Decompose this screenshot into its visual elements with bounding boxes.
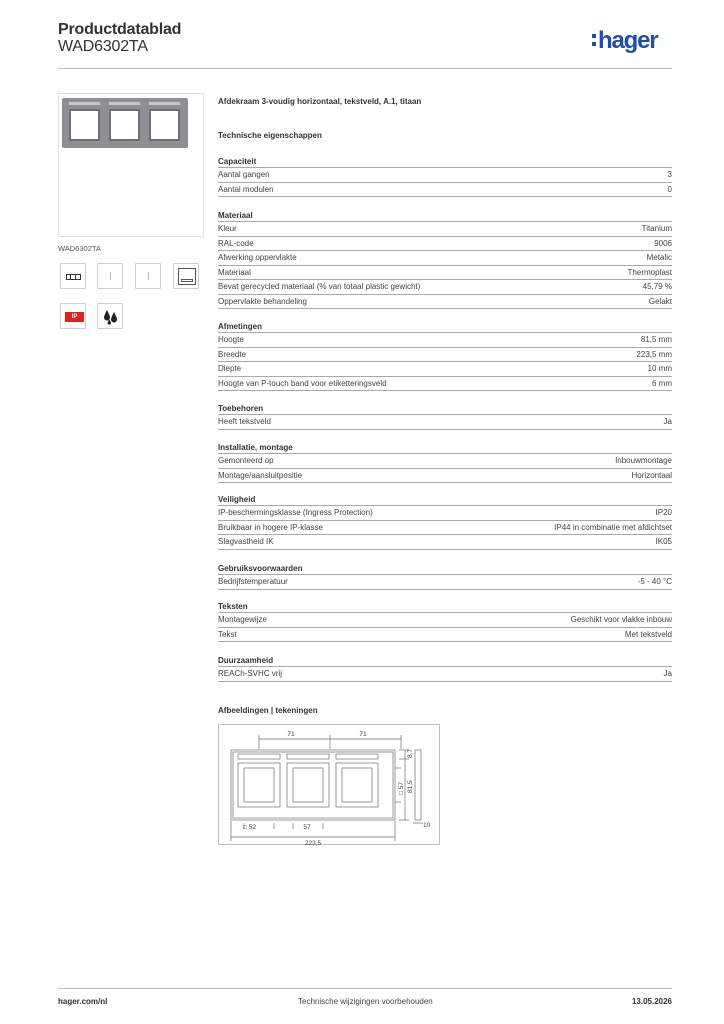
spec-section (218, 494, 672, 550)
spec-label: Oppervlakte behandeling (218, 296, 307, 306)
section-title: Gebruiksvoorwaarden (218, 563, 672, 575)
spec-label: Afwerking oppervlakte (218, 253, 297, 262)
spec-row (218, 295, 672, 310)
hager-logo (592, 27, 657, 55)
three-module-frame-icon (60, 263, 86, 289)
image-caption: WAD6302TA (58, 244, 101, 253)
spec-value: 9006 (654, 238, 672, 248)
dim-window-height: □ 57 (398, 782, 405, 795)
spec-value: Ja (663, 669, 672, 678)
ip-rating-icon (60, 303, 86, 329)
spec-section (218, 321, 672, 391)
spec-section (218, 210, 672, 309)
footer-website[interactable]: hager.com/nl (58, 997, 108, 1006)
drops-svg (102, 308, 120, 326)
spec-row (218, 348, 672, 363)
footer-divider (58, 988, 672, 989)
spec-section (218, 563, 672, 590)
spec-value: 81,5 mm (640, 335, 672, 344)
spec-row (218, 415, 672, 430)
spec-value: 3 (667, 170, 672, 179)
dim-depth: 10 (423, 822, 431, 829)
section-title: Toebehoren (218, 403, 672, 415)
ip-badge-text: IP (65, 312, 84, 322)
spec-value: Met tekstveld (624, 629, 672, 639)
spec-row (218, 266, 672, 281)
spec-row (218, 521, 672, 536)
spec-value: 45,79 % (642, 282, 672, 291)
technical-drawing (218, 724, 440, 845)
dim-pitch-1: 71 (287, 731, 295, 738)
product-code: WAD6302TA (58, 38, 148, 55)
spec-row (218, 628, 672, 643)
spec-value: 10 mm (647, 364, 672, 373)
spec-label: Gemonteerd op (218, 456, 274, 465)
dim-total-height: 81,5 (407, 780, 414, 793)
spec-section (218, 156, 672, 197)
spec-row (218, 667, 672, 682)
spec-value: IP44 in combinatie met afdichtset (554, 522, 672, 532)
spec-value: Geschikt voor vlakke inbouw (570, 615, 672, 624)
dim-total-width: 223,5 (304, 840, 322, 846)
dim-window-width: □ 52 (243, 824, 256, 831)
spec-label: Heeft tekstveld (218, 417, 271, 426)
spec-label: Aantal gangen (218, 170, 270, 179)
spec-label: Montage/aansluitpositie (218, 470, 303, 480)
header-divider (58, 68, 672, 69)
spec-row (218, 168, 672, 183)
footer-note: Technische wijzigingen voorbehouden (298, 997, 433, 1006)
spec-row (218, 575, 672, 590)
spec-label: Hoogte (218, 335, 244, 344)
spec-value: Thermoplast (627, 267, 672, 277)
spec-section (218, 403, 672, 430)
spec-label: Bedrijfstemperatuur (218, 577, 288, 586)
spec-value: 0 (667, 184, 672, 194)
product-description: Afdekraam 3-voudig horizontaal, tekstveld, A.1, titaan (218, 97, 422, 106)
blank-icon (97, 263, 123, 289)
section-title: Veiligheid (218, 494, 672, 506)
spec-row (218, 280, 672, 295)
spec-label: Tekst (218, 629, 237, 639)
label-field-icon (173, 263, 199, 289)
spec-label: Montagewijze (218, 615, 267, 624)
spec-label: Slagvastheid IK (218, 537, 274, 546)
frame-graphic (62, 98, 188, 148)
spec-label: Bruikbaar in hogere IP-klasse (218, 522, 323, 532)
dim-pitch-2: 71 (359, 731, 367, 738)
spec-row (218, 535, 672, 550)
spec-section (218, 442, 672, 483)
drawing-title: Afbeeldingen | tekeningen (218, 706, 318, 715)
spec-value: Titanium (641, 224, 672, 233)
section-title: Materiaal (218, 210, 672, 222)
spec-value: -5 - 40 °C (637, 577, 672, 586)
spec-value: Gelakt (648, 296, 672, 306)
spec-row (218, 183, 672, 198)
dim-label-height: 8,7 (407, 748, 414, 758)
section-title: Capaciteit (218, 156, 672, 168)
logo-text: hager (598, 27, 658, 54)
blank-icon (135, 263, 161, 289)
spec-row (218, 454, 672, 469)
spec-value: Ja (663, 417, 672, 426)
spec-label: RAL-code (218, 238, 254, 248)
spec-label: Kleur (218, 224, 237, 233)
section-title: Installatie, montage (218, 442, 672, 454)
spec-value: Horizontaal (631, 470, 672, 480)
spec-row (218, 469, 672, 484)
section-title: Afmetingen (218, 321, 672, 333)
spec-row (218, 237, 672, 252)
water-drops-icon (97, 303, 123, 329)
spec-value: 6 mm (652, 378, 672, 388)
product-image (58, 93, 204, 237)
spec-label: REACh-SVHC vrij (218, 669, 283, 678)
section-title: Duurzaamheid (218, 655, 672, 667)
spec-section (218, 601, 672, 642)
technical-heading: Technische eigenschappen (218, 131, 322, 140)
spec-value: IK05 (655, 537, 672, 546)
section-title: Teksten (218, 601, 672, 613)
spec-row (218, 613, 672, 628)
spec-value: 223,5 mm (636, 349, 672, 359)
spec-row (218, 506, 672, 521)
logo-dots-icon (592, 34, 596, 50)
spec-section (218, 655, 672, 682)
spec-row (218, 333, 672, 348)
spec-value: IP20 (655, 508, 672, 517)
document-title: Productdatablad (58, 21, 182, 38)
spec-label: Aantal modulen (218, 184, 274, 194)
spec-label: Hoogte van P-touch band voor etiketteringsveld (218, 378, 387, 388)
spec-label: Diepte (218, 364, 242, 373)
footer-date: 13.05.2026 (631, 997, 672, 1006)
drawing-svg (219, 725, 441, 846)
spec-value: Inbouwmontage (615, 456, 672, 465)
spec-label: Materiaal (218, 267, 251, 277)
spec-label: Bevat gerecycled materiaal (% van totaal plastic gewicht) (218, 282, 421, 291)
spec-value: Metalic (646, 253, 672, 262)
spec-row (218, 222, 672, 237)
spec-row (218, 362, 672, 377)
dim-inner-width: 57 (303, 824, 311, 831)
spec-label: Breedte (218, 349, 247, 359)
spec-row (218, 377, 672, 392)
spec-row (218, 251, 672, 266)
spec-label: IP-beschermingsklasse (Ingress Protection) (218, 508, 373, 517)
